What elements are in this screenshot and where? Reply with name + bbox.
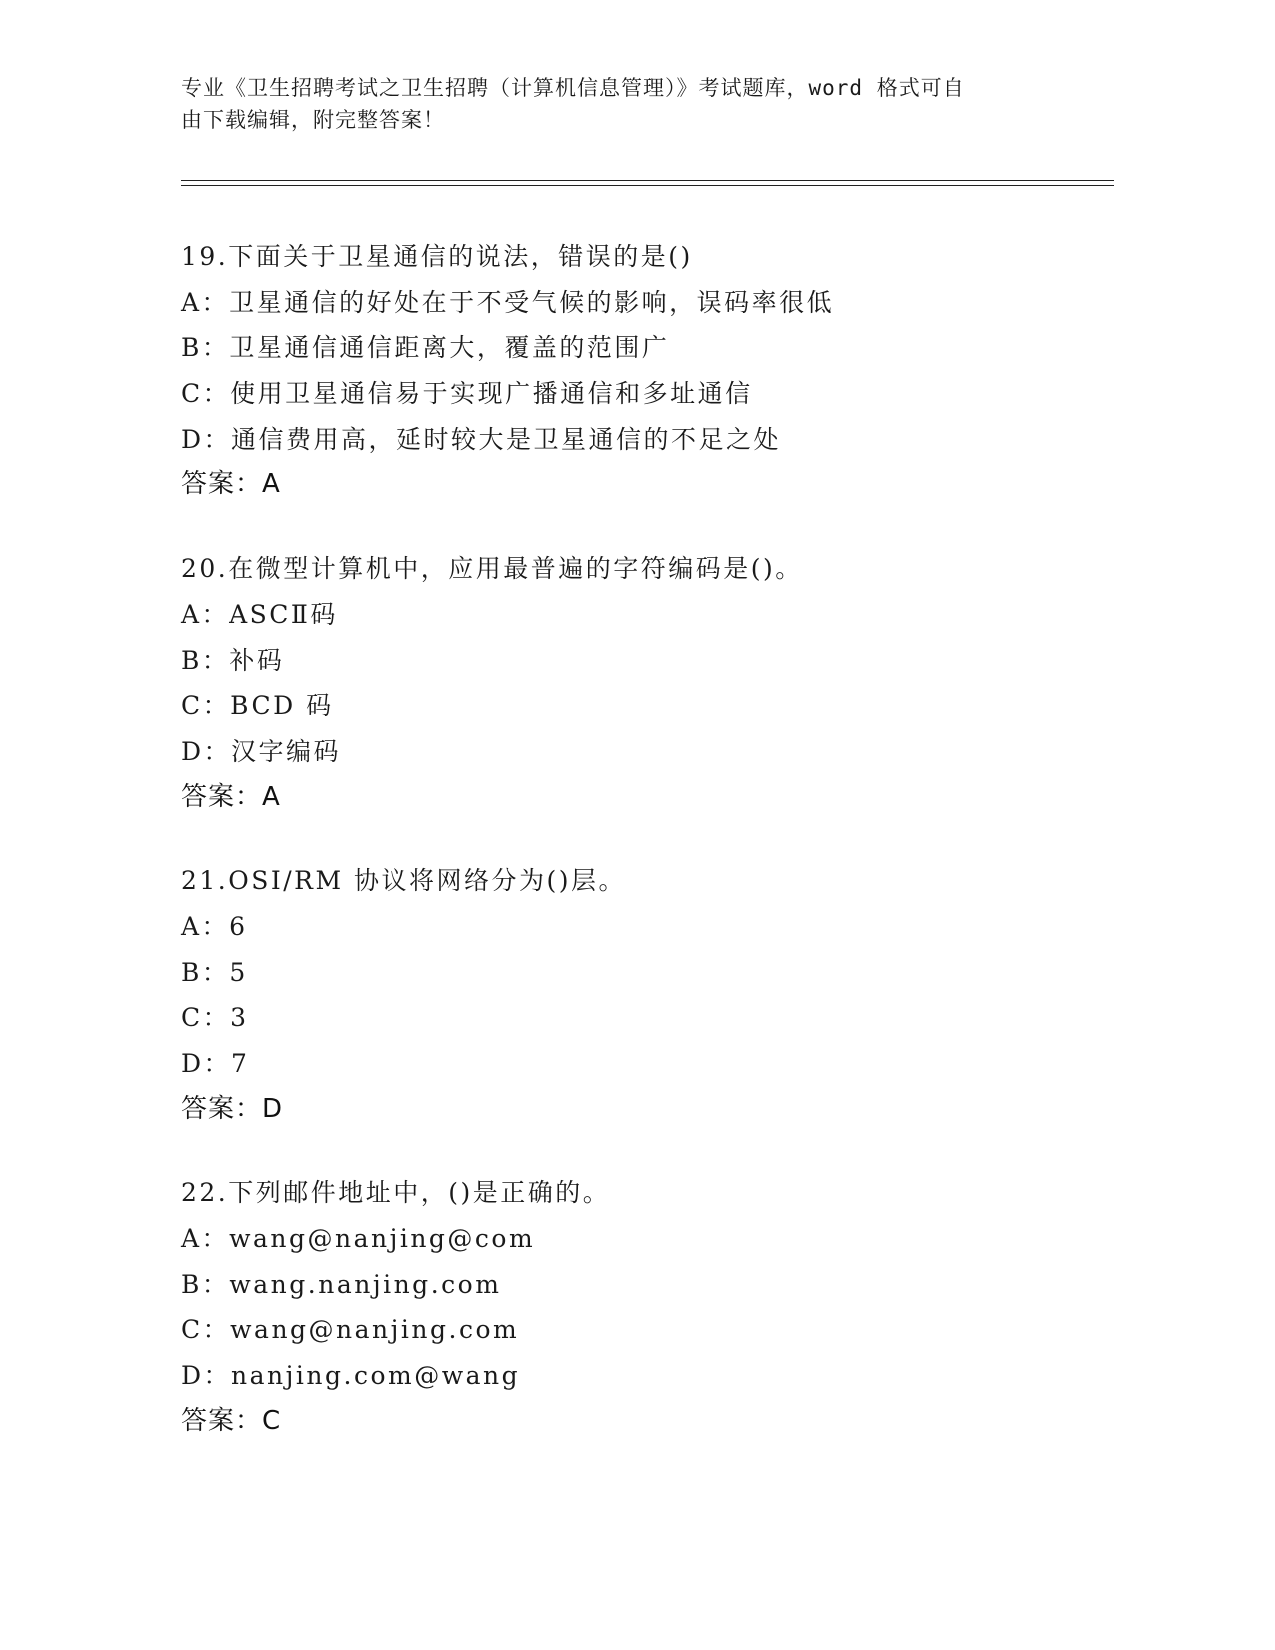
option-letter: D：: [181, 1049, 232, 1078]
option-letter: A：: [181, 599, 230, 629]
option-text: wang.nanjing.com: [229, 1269, 502, 1299]
option-d: [181, 729, 1111, 775]
answer-line: 答案：A: [181, 781, 281, 812]
option-letter: B：: [181, 333, 230, 363]
option-letter: B：: [181, 957, 230, 987]
option-letter: C：: [181, 379, 231, 409]
option-text: ASCⅡ码: [229, 599, 338, 629]
option-letter: A：: [181, 911, 230, 941]
option-b: [181, 638, 1111, 684]
option-a: [181, 280, 1111, 326]
option-b: [181, 325, 1111, 371]
option-a: [181, 1216, 1111, 1262]
question-list: [181, 234, 1111, 1483]
option-text: 使用卫星通信易于实现广播通信和多址通信: [230, 379, 753, 409]
option-a: [181, 904, 1111, 950]
question-stem: 21.OSI/RM 协议将网络分为()层。: [181, 866, 627, 896]
question-22: [181, 1170, 1111, 1444]
option-c: [181, 1307, 1111, 1353]
option-letter: D：: [181, 736, 232, 766]
header-divider-top: [181, 180, 1114, 181]
option-letter: D：: [181, 424, 232, 454]
option-letter: C：: [181, 1315, 231, 1345]
answer-line: 答案：D: [181, 1093, 284, 1124]
option-text: 通信费用高，延时较大是卫星通信的不足之处: [231, 424, 782, 454]
option-text: 6: [229, 911, 248, 941]
option-text: wang@nanjing.com: [230, 1315, 520, 1345]
header-divider-bottom: [181, 185, 1114, 186]
option-b: [181, 950, 1111, 996]
option-text: wang@nanjing@com: [229, 1224, 536, 1254]
option-d: [181, 417, 1111, 463]
option-text: 3: [230, 1003, 249, 1033]
option-text: 补码: [229, 645, 285, 675]
option-letter: C：: [181, 1003, 231, 1033]
header-line-2: 由下载编辑，附完整答案！: [181, 108, 445, 132]
question-20: [181, 546, 1111, 820]
option-text: 卫星通信的好处在于不受气候的影响，误码率很低: [229, 287, 835, 317]
option-d: [181, 1041, 1111, 1087]
option-letter: B：: [181, 645, 230, 675]
option-c: [181, 995, 1111, 1041]
question-stem: 22.下列邮件地址中，()是正确的。: [181, 1178, 611, 1208]
question-stem: 19.下面关于卫星通信的说法，错误的是(): [181, 242, 693, 271]
option-b: [181, 1262, 1111, 1308]
option-letter: D：: [181, 1361, 232, 1391]
option-d: [181, 1353, 1111, 1399]
question-19: [181, 234, 1111, 508]
option-letter: B：: [181, 1269, 230, 1299]
option-text: 卫星通信通信距离大，覆盖的范围广: [229, 333, 670, 363]
answer-line: 答案：C: [181, 1405, 282, 1436]
option-a: [181, 592, 1111, 638]
option-c: [181, 683, 1111, 729]
option-text: 5: [229, 957, 248, 987]
question-21: [181, 858, 1111, 1132]
option-text: BCD 码: [230, 691, 334, 721]
option-letter: A：: [181, 287, 230, 317]
option-letter: C：: [181, 691, 231, 721]
answer-line: 答案：A: [181, 469, 281, 500]
option-text: 7: [231, 1049, 250, 1078]
option-text: 汉字编码: [231, 736, 342, 766]
document-header: [181, 72, 1041, 136]
option-text: nanjing.com@wang: [231, 1361, 521, 1391]
header-line-1: 专业《卫生招聘考试之卫生招聘（计算机信息管理）》考试题库，word 格式可自: [181, 76, 965, 100]
option-c: [181, 371, 1111, 417]
option-letter: A：: [181, 1224, 230, 1254]
question-stem: 20.在微型计算机中，应用最普遍的字符编码是()。: [181, 554, 803, 584]
